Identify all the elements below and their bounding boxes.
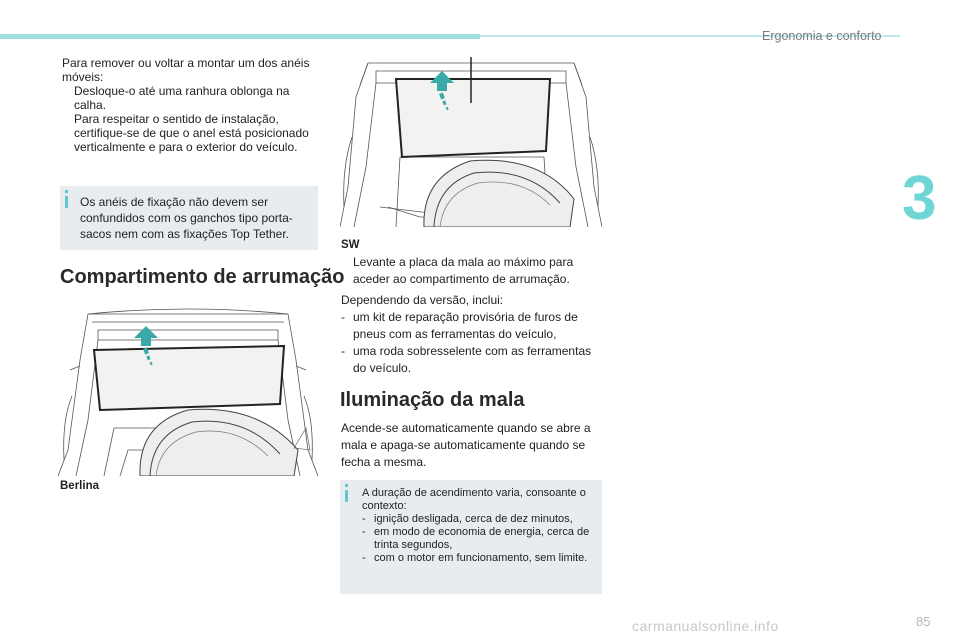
depending-item: [341, 309, 603, 343]
intro-block: [62, 56, 324, 154]
storage-heading: Compartimento de arrumação: [60, 266, 345, 288]
intro-bullet-text: Desloque-o até uma ranhura oblonga na calha.: [74, 84, 290, 112]
info-item-text: ignição desligada, cerca de dez minutos,: [374, 513, 573, 525]
depending-block: [341, 292, 603, 377]
berlina-boot-drawing: [58, 300, 318, 476]
dash-marker: -: [362, 513, 366, 525]
intro-lead: Para remover ou voltar a montar um dos anéis móveis:: [62, 56, 310, 84]
info-box: [60, 186, 318, 250]
dash-marker: -: [341, 344, 345, 358]
info-item-text: com o motor em funcionamento, sem limite.: [374, 552, 588, 564]
sw-boot-illustration: [340, 57, 602, 227]
info-item-text: em modo de economia de energia, cerca de trinta segundos,: [374, 526, 590, 551]
dash-marker: -: [341, 310, 345, 324]
info-item: [362, 552, 598, 565]
chapter-number: 3: [902, 164, 937, 233]
caption-berlina: Berlina: [60, 480, 99, 492]
info-icon-dot: [65, 190, 68, 193]
boot-light-text: Acende-se automaticamente quando se abre a mala e apaga-se automaticamente quando se fecha a mesma.: [341, 421, 591, 469]
dash-marker: -: [362, 552, 366, 564]
info-body: [362, 487, 598, 565]
sw-bullet-text: Levante a placa da mala ao máximo para aceder ao compartimento de arrumação.: [353, 255, 574, 286]
section-title: Ergonomia e conforto: [762, 29, 882, 43]
intro-bullet: [62, 112, 324, 154]
depending-lead: Dependendo da versão, inclui:: [341, 293, 504, 307]
depending-item-text: uma roda sobresselente com as ferramentas do veículo.: [353, 344, 592, 375]
info-icon: [345, 490, 348, 502]
info-item: [362, 526, 598, 552]
caption-sw: SW: [341, 239, 360, 251]
info-lead: A duração de acendimento varia, consoante o contexto:: [362, 487, 586, 512]
info-box: [340, 480, 602, 594]
sw-bullet: [341, 254, 603, 288]
depending-item-text: um kit de reparação provisória de furos de pneus com as ferramentas do veículo,: [353, 310, 578, 341]
watermark: carmanualsonline.info: [632, 618, 779, 634]
intro-bullet: [62, 84, 324, 112]
info-item: [362, 513, 598, 526]
sw-boot-drawing: [340, 57, 602, 227]
boot-light-heading: Iluminação da mala: [340, 389, 525, 411]
page-number: 85: [916, 614, 931, 629]
berlina-boot-illustration: [58, 300, 318, 476]
dash-marker: -: [362, 526, 366, 538]
sw-instruction: [341, 254, 603, 288]
info-text: Os anéis de fixação não devem ser confundidos com os ganchos tipo porta-sacos nem com as fixações Top Tether.: [80, 195, 293, 241]
depending-item: [341, 343, 603, 377]
info-icon-dot: [345, 484, 348, 487]
intro-bullet-text: Para respeitar o sentido de instalação, certifique-se de que o anel está posicionado verticalmente e para o exterior do veículo.: [74, 112, 309, 154]
info-icon: [65, 196, 68, 208]
header-accent-bar: [0, 34, 480, 39]
